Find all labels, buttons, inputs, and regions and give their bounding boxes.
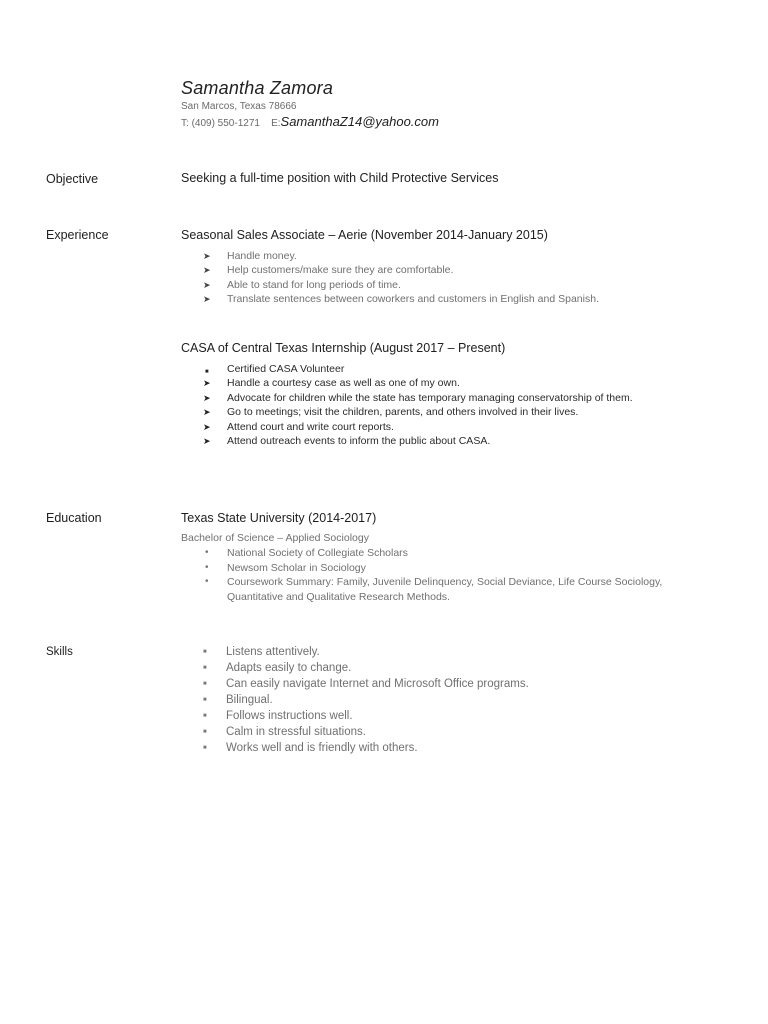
dot-bullet-icon: • [205, 576, 209, 588]
arrow-bullet-icon: ➤ [203, 294, 211, 305]
school-heading: Texas State University (2014-2017) [181, 511, 377, 525]
list-item: ➤ Advocate for children while the state has temporary managing conservatorship of them. [203, 391, 633, 404]
square-bullet-icon: ■ [205, 369, 209, 375]
list-item: ➤ Handle money. [203, 250, 297, 262]
list-item: ➤ Attend outreach events to inform the public about CASA. [203, 435, 491, 448]
job-duties-aerie [203, 249, 599, 307]
objective-text: Seeking a full-time position with Child Protective Services [181, 171, 499, 185]
list-item: ➤ Able to stand for long periods of time. [203, 278, 401, 291]
list-item: • Coursework Summary: Family, Juvenile Delinquency, Social Deviance, Life Course Sociology, Quantitative and Qualitative Research Methods. [205, 576, 663, 603]
arrow-bullet-icon: ➤ [203, 251, 211, 261]
job-duties-casa [203, 362, 633, 448]
arrow-bullet-icon: ➤ [203, 407, 211, 418]
degree-line: Bachelor of Science – Applied Sociology [181, 532, 369, 544]
square-bullet-icon: ■ [203, 649, 207, 655]
arrow-bullet-icon: ➤ [203, 279, 211, 290]
square-bullet-icon: ■ [203, 729, 207, 735]
list-item: ■ Follows instructions well. [203, 710, 353, 722]
section-title-skills: Skills [46, 646, 73, 658]
phone-label: T: [181, 118, 189, 129]
phone-number: (409) 550-1271 [191, 118, 260, 129]
square-bullet-icon: ■ [203, 697, 207, 703]
square-bullet-icon: ■ [203, 665, 207, 671]
dot-bullet-icon: • [205, 547, 209, 558]
square-bullet-icon: ■ [203, 745, 207, 751]
arrow-bullet-icon: ➤ [203, 421, 211, 432]
square-bullet-icon: ■ [203, 713, 207, 719]
candidate-name: Samantha Zamora [181, 78, 334, 98]
list-item: ➤ Attend court and write court reports. [203, 420, 394, 433]
arrow-bullet-icon: ➤ [203, 378, 211, 389]
list-item: ➤ Handle a courtesy case as well as one of my own. [203, 377, 460, 390]
contact-line [181, 114, 439, 129]
dot-bullet-icon: • [205, 561, 209, 573]
arrow-bullet-icon: ➤ [203, 436, 211, 447]
job-heading-aerie: Seasonal Sales Associate – Aerie (November 2014-January 2015) [181, 228, 548, 242]
education-details [203, 546, 687, 604]
list-item: ➤ Help customers/make sure they are comfortable. [203, 264, 454, 277]
list-item: ➤ Go to meetings; visit the children, parents, and others involved in their lives. [203, 406, 579, 419]
skills-list [201, 644, 529, 756]
list-item: ■ Certified CASA Volunteer [203, 362, 633, 376]
address: San Marcos, Texas 78666 [181, 101, 297, 112]
section-title-objective: Objective [46, 172, 99, 186]
email-label: E: [271, 118, 281, 129]
list-item: • Newsom Scholar in Sociology [205, 561, 366, 574]
square-bullet-icon: ■ [203, 681, 207, 687]
list-item: ■ Can easily navigate Internet and Microsoft Office programs. [203, 678, 529, 690]
section-title-experience: Experience [46, 228, 109, 242]
list-item: ➤ Translate sentences between coworkers and customers in English and Spanish. [203, 293, 599, 306]
list-item: ■ Adapts easily to change. [203, 662, 352, 674]
section-title-education: Education [46, 511, 102, 525]
list-item: ■ Calm in stressful situations. [203, 726, 366, 738]
list-item: ■ Bilingual. [203, 694, 273, 706]
job-heading-casa: CASA of Central Texas Internship (August 2017 – Present) [181, 341, 506, 355]
list-item: • National Society of Collegiate Scholars [205, 547, 408, 559]
email-address[interactable]: SamanthaZ14@yahoo.com [280, 114, 439, 129]
list-item: ■ Works well and is friendly with others. [203, 742, 418, 754]
arrow-bullet-icon: ➤ [203, 392, 211, 403]
list-item: ■ Listens attentively. [203, 646, 320, 658]
arrow-bullet-icon: ➤ [203, 265, 211, 276]
